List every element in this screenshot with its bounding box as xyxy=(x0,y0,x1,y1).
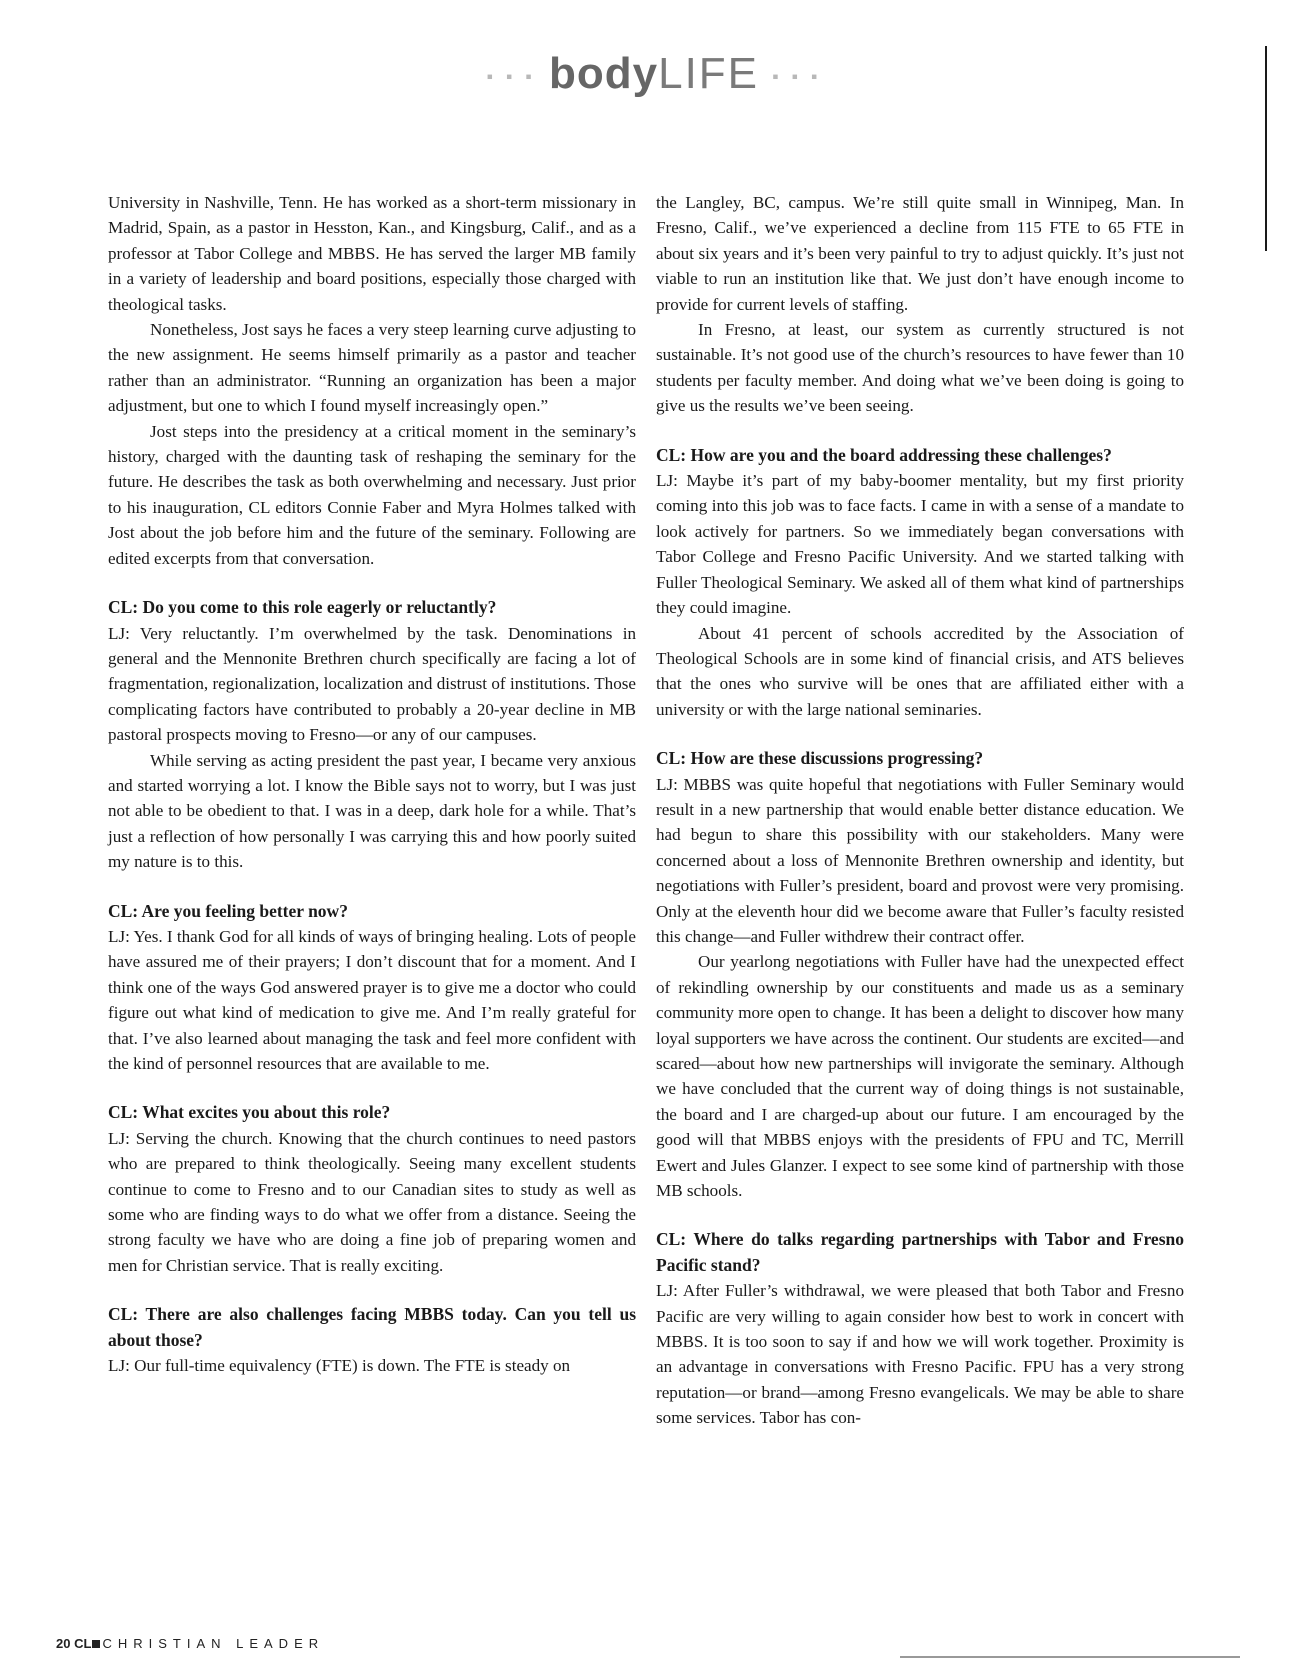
masthead-section-bold: body xyxy=(548,49,659,98)
page-footer xyxy=(56,1636,324,1651)
masthead-section-light: LIFE xyxy=(658,49,760,98)
bottom-rule xyxy=(900,1656,1240,1658)
interview-question: CL: What excites you about this role? xyxy=(108,1102,391,1123)
body-paragraph: Jost steps into the presidency at a critical moment in the seminary’s history, charged with the daunting task of reshaping the seminary for the future. He describes the task as both overwhelming and necessary. Just prior to his inauguration, CL editors Connie Faber and Myra Holmes talked with Jost about the job before him and the future of the seminary. Following are edited excerpts from that conversation. xyxy=(108,421,636,568)
footer-abbr: CL xyxy=(74,1636,92,1651)
body-paragraph: LJ: MBBS was quite hopeful that negotiations with Fuller Seminary would result in a new partnership that would enable better distance education. We had begun to share this possibility with our stakeholders. Many were concerned about a loss of Mennonite Brethren ownership and identity, but negotiations with Fuller’s president, board and provost were very promising. Only at the eleventh hour did we become aware that Fuller’s faculty resisted this change—and Fuller withdrew their contract offer. xyxy=(656,774,1184,946)
body-paragraph: Our yearlong negotiations with Fuller have had the unexpected effect of rekindling ownership by our constituents and made us as a seminary community more open to change. It has been a delight to discover how many loyal supporters we have across the continent. Our students are excited—and scared—about how new partnerships will invigorate the seminary. Although we have concluded that the current way of doing things is not sustainable, the board and I are charged-up about our future. I am encouraged by the good will that MBBS enjoys with the presidents of FPU and TC, Merrill Ewert and Jules Glanzer. I expect to see some kind of partnership with those MB schools. xyxy=(656,952,1184,1201)
article-column-right xyxy=(656,190,1184,1431)
body-paragraph: LJ: Maybe it’s part of my baby-boomer mentality, but my first priority coming into this job was to face facts. I came in with a sense of a mandate to look actively for partners. So we immediately began conversations with Tabor College and Fresno Pacific University. And we started talking with Fuller Theological Seminary. We asked all of them what kind of partnerships they could imagine. xyxy=(656,471,1184,618)
body-paragraph: University in Nashville, Tenn. He has worked as a short-term missionary in Madrid, Spain, as a pastor in Hesston, Kan., and Kingsburg, Calif., and as a professor at Tabor College and MBBS. He has served the larger MB family in a variety of leadership and board positions, especially those charged with theological tasks. xyxy=(108,193,636,314)
body-paragraph: LJ: Our full-time equivalency (FTE) is down. The FTE is steady on xyxy=(108,1356,571,1376)
body-paragraph: LJ: Serving the church. Knowing that the church continues to need pastors who are prepared to think theologically. Seeing many excellent students continue to come to Fresno and to our Canadian sites to study as well as some who are finding ways to do what we offer from a distance. Seeing the strong faculty we have who are doing a fine job of preparing women and men for Christian service. That is really exciting. xyxy=(108,1128,636,1275)
body-paragraph: LJ: Yes. I thank God for all kinds of ways of bringing healing. Lots of people have assured me of their prayers; I don’t discount that for a moment. And I think one of the ways God answered prayer is to give me a doctor who could figure out what kind of medication to give me. And I’m really grateful for that. I’ve also learned about managing the task and feel more confident with the kind of personnel resources that are available to me. xyxy=(108,926,636,1073)
body-paragraph: Nonetheless, Jost says he faces a very steep learning curve adjusting to the new assignment. He seems himself primarily as a pastor and teacher rather than an administrator. “Running an organization has been a major adjustment, but one to which I found myself increasingly open.” xyxy=(108,320,636,416)
vertical-rule xyxy=(1265,46,1267,251)
body-paragraph: While serving as acting president the past year, I became very anxious and started worrying a lot. I know the Bible says not to worry, but I was just not able to be obedient to that. I was in a deep, dark hole for a while. That’s just a reflection of how personally I was carrying this and how poorly suited my nature is to this. xyxy=(108,750,636,872)
interview-question: CL: Do you come to this role eagerly or reluctantly? xyxy=(108,597,497,618)
section-masthead xyxy=(0,44,1308,106)
footer-square-bullet xyxy=(92,1640,100,1648)
interview-question: CL: How are these discussions progressing? xyxy=(656,748,984,769)
interview-question: CL: How are you and the board addressing these challenges? xyxy=(656,444,1112,465)
interview-question: CL: Where do talks regarding partnerships with Tabor and Fresno Pacific stand? xyxy=(656,1229,1184,1275)
masthead-dots-right: ▪ ▪ ▪ xyxy=(772,66,822,87)
article-column-left xyxy=(108,190,636,1378)
body-paragraph: In Fresno, at least, our system as currently structured is not sustainable. It’s not good use of the church’s resources to have fewer than 10 students per faculty member. And doing what we’ve been doing is going to give us the results we’ve been seeing. xyxy=(656,320,1184,416)
body-paragraph: LJ: Very reluctantly. I’m overwhelmed by the task. Denominations in general and the Mennonite Brethren church specifically are facing a lot of fragmentation, regionalization, localization and distrust of institutions. Those complicating factors have contributed to probably a 20-year decline in MB pastoral prospects moving to Fresno—or any of our campuses. xyxy=(108,623,636,745)
body-paragraph: LJ: After Fuller’s withdrawal, we were pleased that both Tabor and Fresno Pacific are very willing to again consider how best to work in concert with MBBS. It is too soon to say if and how we will work together. Proximity is an advantage in conversations with Fresno Pacific. FPU has a very strong reputation—or brand—among Fresno evangelicals. We may be able to share some services. Tabor has con- xyxy=(656,1281,1184,1428)
body-paragraph: the Langley, BC, campus. We’re still quite small in Winnipeg, Man. In Fresno, Calif., we’ve experienced a decline from 115 FTE to 65 FTE in about six years and it’s been very painful to try to adjust quickly. It’s just not viable to run an institution like that. We just don’t have enough income to provide for current levels of staffing. xyxy=(656,193,1184,314)
publication-name: CHRISTIAN LEADER xyxy=(102,1636,325,1651)
interview-question: CL: Are you feeling better now? xyxy=(108,900,348,921)
page-number: 20 xyxy=(56,1636,71,1651)
masthead-dots-left: ▪ ▪ ▪ xyxy=(486,66,536,87)
interview-question: CL: There are also challenges facing MBBS today. Can you tell us about those? xyxy=(108,1304,636,1350)
body-paragraph: About 41 percent of schools accredited by the Association of Theological Schools are in some kind of financial crisis, and ATS believes that the ones who survive will be ones that are affiliated either with a university or with the large national seminaries. xyxy=(656,623,1184,719)
